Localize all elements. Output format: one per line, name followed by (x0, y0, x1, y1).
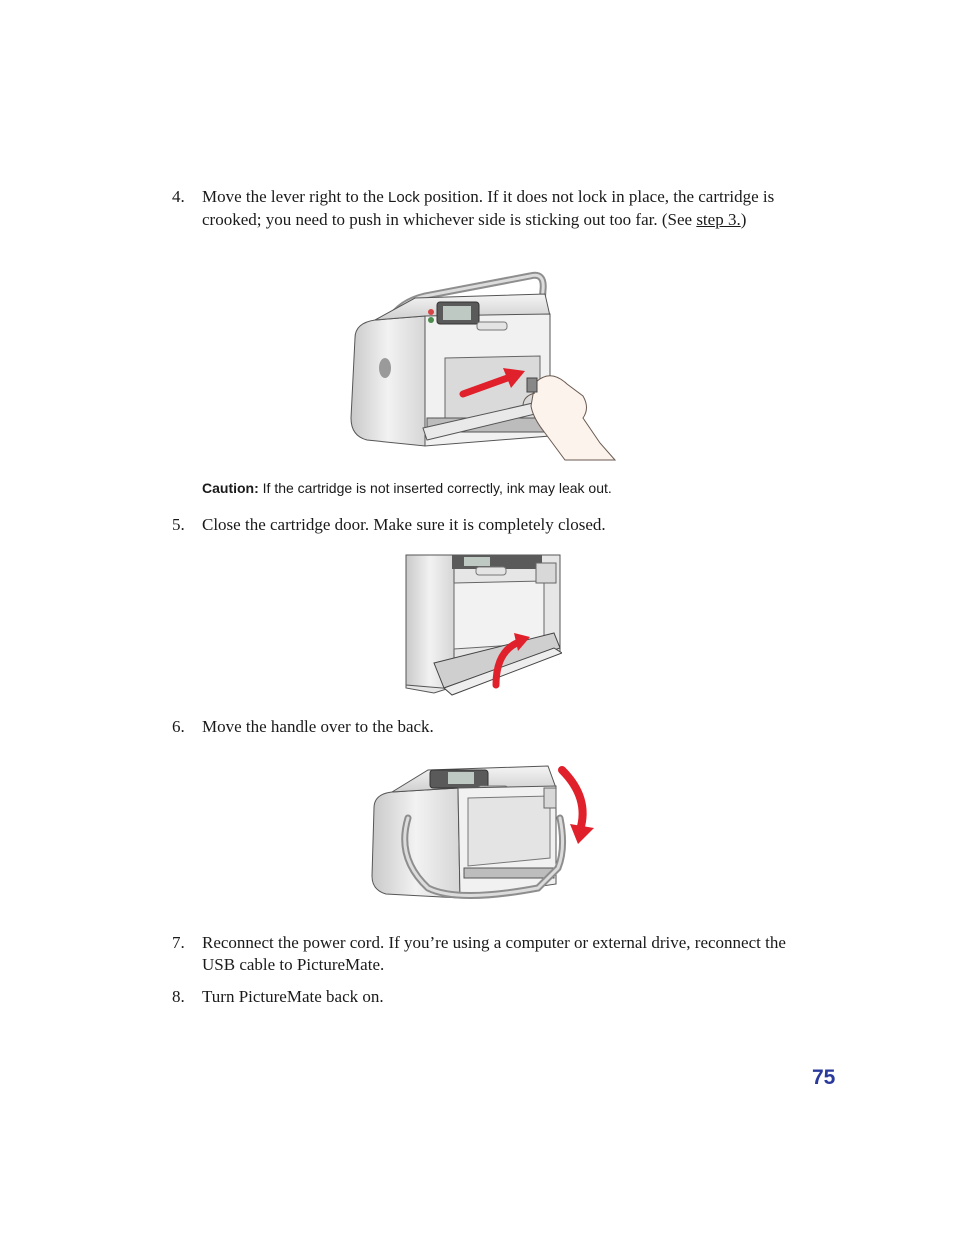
step-number: 6. (172, 717, 185, 736)
caution-label: Caution: (202, 480, 259, 496)
step-text (202, 186, 802, 231)
step-number: 8. (172, 987, 185, 1006)
step-number: 7. (172, 933, 185, 952)
step-number: 5. (172, 515, 185, 534)
figure-move-handle (368, 758, 600, 910)
step-text: Reconnect the power cord. If you’re using a computer or external drive, reconnect the USB cable to PictureMate. (202, 933, 786, 974)
step-text: Close the cartridge door. Make sure it is completely closed. (202, 515, 606, 534)
step-4 (172, 186, 802, 231)
step-text-part: Move the lever right to the (202, 187, 389, 206)
caution-note (202, 480, 612, 496)
step-number: 4. (172, 187, 185, 206)
step-text-part: ) (740, 210, 747, 229)
step-5 (172, 514, 802, 536)
lock-position-label: Lock (388, 189, 420, 206)
step-7 (172, 932, 802, 976)
caution-text: If the cartridge is not inserted correctly, ink may leak out. (258, 480, 612, 496)
step-3-link[interactable]: step 3. (696, 210, 741, 229)
figure-close-door (404, 553, 562, 698)
step-text: Turn PictureMate back on. (202, 987, 384, 1006)
step-6 (172, 716, 802, 738)
figure-lock-lever (345, 268, 620, 463)
page-number: 75 (812, 1066, 836, 1089)
step-text-part: position. If it does not lock in place, the cartridge is crooked; you need to push in whichever side is sticking out too far. (See (202, 187, 775, 229)
step-8 (172, 986, 802, 1008)
step-text: Move the handle over to the back. (202, 717, 434, 736)
